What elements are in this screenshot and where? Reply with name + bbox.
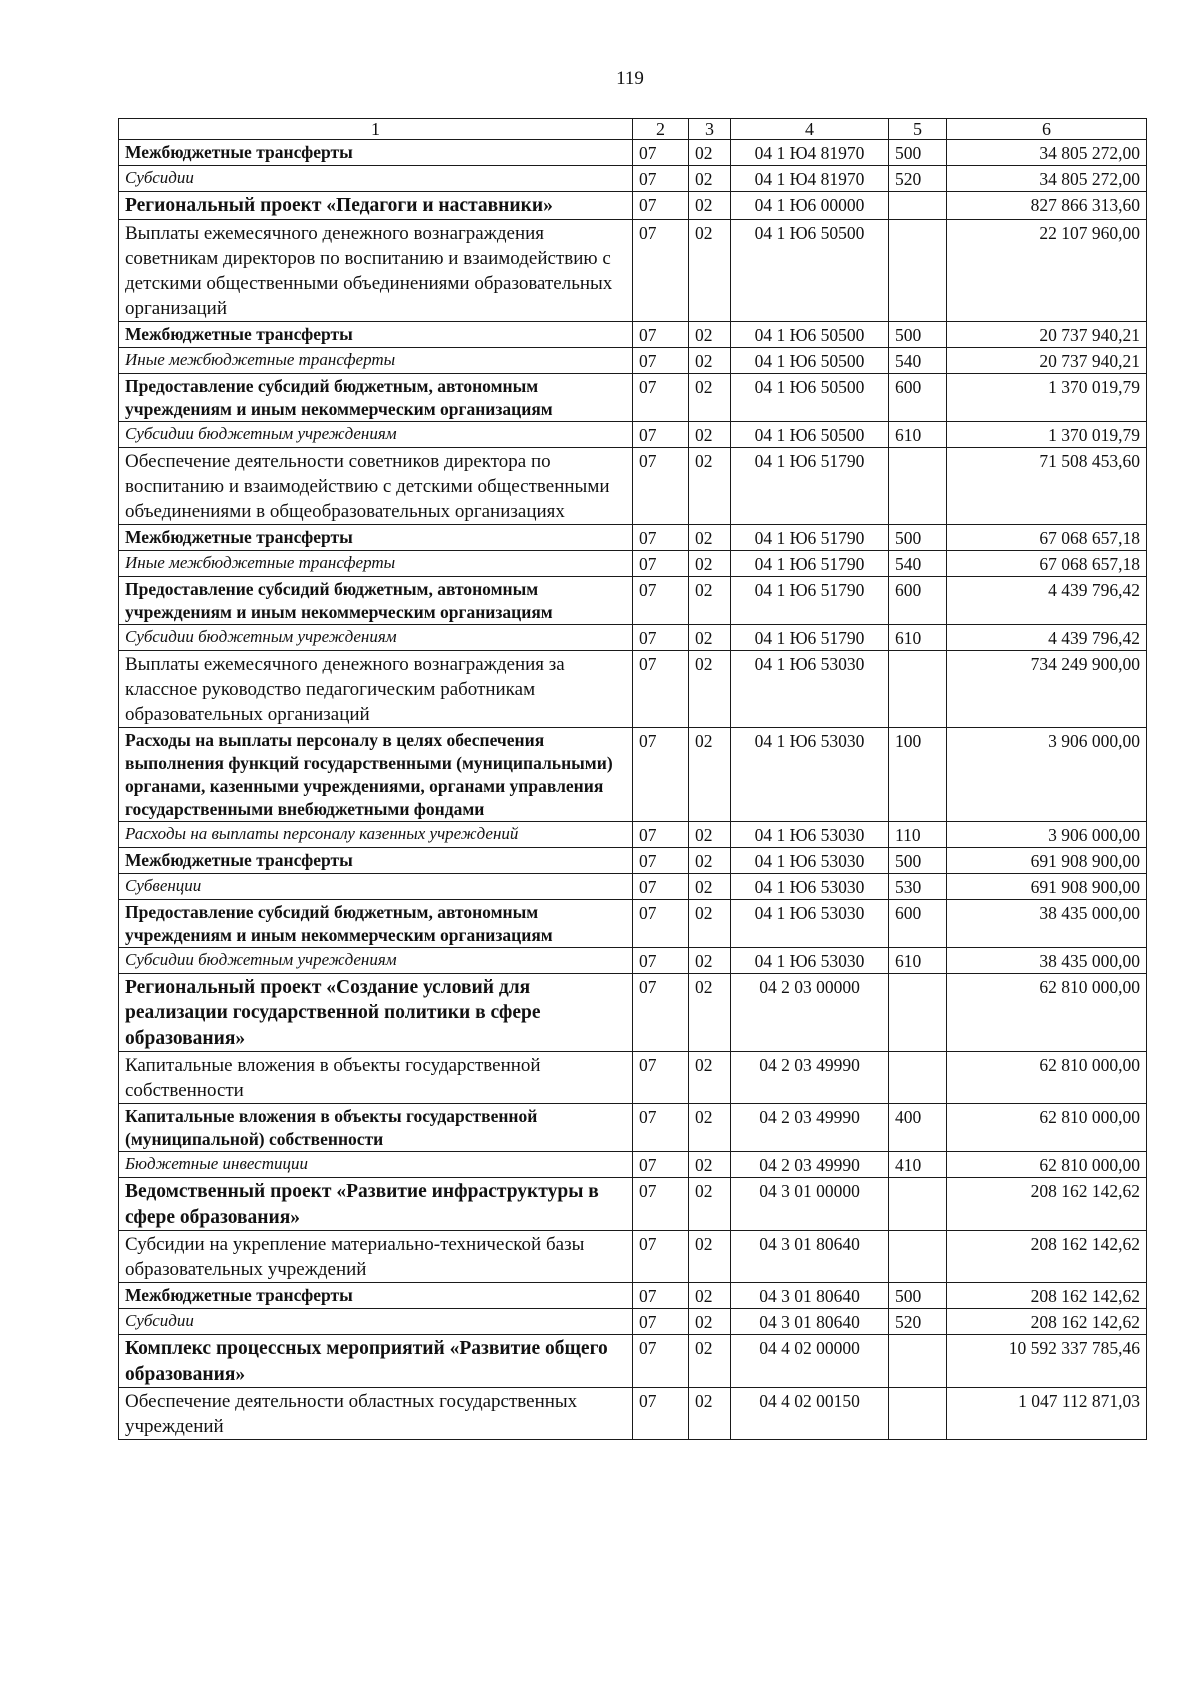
row-amount-cell: 34 805 272,00 bbox=[947, 166, 1147, 192]
page-number: 119 bbox=[616, 68, 644, 89]
row-subsection-cell: 02 bbox=[689, 576, 731, 624]
row-section-cell: 07 bbox=[633, 550, 689, 576]
row-expense-type-cell: 400 bbox=[889, 1104, 947, 1152]
table-row bbox=[119, 192, 1147, 220]
row-subsection-cell: 02 bbox=[689, 166, 731, 192]
table-row bbox=[119, 821, 1147, 847]
row-expense-type-cell bbox=[889, 192, 947, 220]
row-target-code-cell: 04 3 01 80640 bbox=[731, 1283, 889, 1309]
row-section-cell: 07 bbox=[633, 821, 689, 847]
row-expense-type-cell: 520 bbox=[889, 1309, 947, 1335]
row-target-code-cell: 04 1 Ю6 51790 bbox=[731, 524, 889, 550]
row-expense-type-cell: 600 bbox=[889, 373, 947, 421]
table-row bbox=[119, 847, 1147, 873]
row-section-cell: 07 bbox=[633, 1309, 689, 1335]
row-target-code-cell: 04 3 01 80640 bbox=[731, 1231, 889, 1283]
row-section-cell: 07 bbox=[633, 624, 689, 650]
row-name-cell: Комплекс процессных мероприятий «Развитие общего образования» bbox=[119, 1335, 633, 1388]
row-name-cell: Субсидии на укрепление материально-технической базы образовательных учреждений bbox=[119, 1231, 633, 1283]
table-row bbox=[119, 873, 1147, 899]
row-section-cell: 07 bbox=[633, 727, 689, 821]
table-row bbox=[119, 576, 1147, 624]
row-target-code-cell: 04 2 03 49990 bbox=[731, 1152, 889, 1178]
table-row bbox=[119, 899, 1147, 947]
row-target-code-cell: 04 1 Ю4 81970 bbox=[731, 140, 889, 166]
row-expense-type-cell: 540 bbox=[889, 550, 947, 576]
row-section-cell: 07 bbox=[633, 192, 689, 220]
row-target-code-cell: 04 1 Ю6 50500 bbox=[731, 321, 889, 347]
row-target-code-cell: 04 1 Ю6 51790 bbox=[731, 550, 889, 576]
row-subsection-cell: 02 bbox=[689, 1388, 731, 1440]
row-target-code-cell: 04 1 Ю6 51790 bbox=[731, 576, 889, 624]
row-amount-cell: 67 068 657,18 bbox=[947, 550, 1147, 576]
row-expense-type-cell: 110 bbox=[889, 821, 947, 847]
row-name-cell: Предоставление субсидий бюджетным, автономным учреждениям и иным некоммерческим организациям bbox=[119, 899, 633, 947]
table-row bbox=[119, 1335, 1147, 1388]
row-target-code-cell: 04 4 02 00150 bbox=[731, 1388, 889, 1440]
row-subsection-cell: 02 bbox=[689, 373, 731, 421]
row-target-code-cell: 04 1 Ю6 53030 bbox=[731, 947, 889, 973]
row-target-code-cell: 04 2 03 49990 bbox=[731, 1104, 889, 1152]
row-amount-cell: 20 737 940,21 bbox=[947, 347, 1147, 373]
row-amount-cell: 34 805 272,00 bbox=[947, 140, 1147, 166]
row-section-cell: 07 bbox=[633, 873, 689, 899]
row-section-cell: 07 bbox=[633, 1104, 689, 1152]
row-amount-cell: 62 810 000,00 bbox=[947, 1104, 1147, 1152]
row-subsection-cell: 02 bbox=[689, 140, 731, 166]
row-name-cell: Выплаты ежемесячного денежного вознаграждения за классное руководство педагогическим работникам образовательных организаций bbox=[119, 650, 633, 727]
row-section-cell: 07 bbox=[633, 140, 689, 166]
row-expense-type-cell bbox=[889, 973, 947, 1052]
row-expense-type-cell: 520 bbox=[889, 166, 947, 192]
row-target-code-cell: 04 1 Ю6 53030 bbox=[731, 727, 889, 821]
row-subsection-cell: 02 bbox=[689, 1283, 731, 1309]
table-row bbox=[119, 1231, 1147, 1283]
row-section-cell: 07 bbox=[633, 1283, 689, 1309]
row-subsection-cell: 02 bbox=[689, 624, 731, 650]
table-header-row bbox=[119, 119, 1147, 140]
table-row bbox=[119, 1178, 1147, 1231]
row-subsection-cell: 02 bbox=[689, 973, 731, 1052]
row-amount-cell: 62 810 000,00 bbox=[947, 1152, 1147, 1178]
row-name-cell: Расходы на выплаты персоналу в целях обеспечения выполнения функций государственными (муниципальными) органами, казенными учреждениями, органами управления государственными внебюджетными фондами bbox=[119, 727, 633, 821]
row-expense-type-cell: 500 bbox=[889, 1283, 947, 1309]
row-amount-cell: 1 370 019,79 bbox=[947, 373, 1147, 421]
row-section-cell: 07 bbox=[633, 576, 689, 624]
row-subsection-cell: 02 bbox=[689, 847, 731, 873]
row-amount-cell: 827 866 313,60 bbox=[947, 192, 1147, 220]
row-target-code-cell: 04 1 Ю4 81970 bbox=[731, 166, 889, 192]
table-row bbox=[119, 1152, 1147, 1178]
row-subsection-cell: 02 bbox=[689, 321, 731, 347]
row-expense-type-cell: 410 bbox=[889, 1152, 947, 1178]
row-amount-cell: 22 107 960,00 bbox=[947, 219, 1147, 321]
row-name-cell: Региональный проект «Создание условий для реализации государственной политики в сфере образования» bbox=[119, 973, 633, 1052]
row-subsection-cell: 02 bbox=[689, 421, 731, 447]
row-subsection-cell: 02 bbox=[689, 727, 731, 821]
row-name-cell: Субсидии бюджетным учреждениям bbox=[119, 421, 633, 447]
row-expense-type-cell bbox=[889, 1231, 947, 1283]
row-subsection-cell: 02 bbox=[689, 821, 731, 847]
row-expense-type-cell bbox=[889, 447, 947, 524]
table-row bbox=[119, 727, 1147, 821]
row-section-cell: 07 bbox=[633, 899, 689, 947]
row-name-cell: Иные межбюджетные трансферты bbox=[119, 347, 633, 373]
row-expense-type-cell: 100 bbox=[889, 727, 947, 821]
row-amount-cell: 691 908 900,00 bbox=[947, 873, 1147, 899]
table-row bbox=[119, 1052, 1147, 1104]
row-target-code-cell: 04 3 01 00000 bbox=[731, 1178, 889, 1231]
row-section-cell: 07 bbox=[633, 1152, 689, 1178]
row-amount-cell: 208 162 142,62 bbox=[947, 1283, 1147, 1309]
row-name-cell: Бюджетные инвестиции bbox=[119, 1152, 633, 1178]
row-subsection-cell: 02 bbox=[689, 550, 731, 576]
row-section-cell: 07 bbox=[633, 947, 689, 973]
row-subsection-cell: 02 bbox=[689, 899, 731, 947]
budget-table bbox=[118, 118, 1147, 1440]
table-row bbox=[119, 140, 1147, 166]
row-target-code-cell: 04 1 Ю6 53030 bbox=[731, 873, 889, 899]
row-name-cell: Капитальные вложения в объекты государственной (муниципальной) собственности bbox=[119, 1104, 633, 1152]
row-section-cell: 07 bbox=[633, 321, 689, 347]
row-target-code-cell: 04 1 Ю6 50500 bbox=[731, 421, 889, 447]
row-name-cell: Межбюджетные трансферты bbox=[119, 1283, 633, 1309]
row-expense-type-cell bbox=[889, 1178, 947, 1231]
row-name-cell: Межбюджетные трансферты bbox=[119, 140, 633, 166]
row-name-cell: Субсидии bbox=[119, 166, 633, 192]
row-section-cell: 07 bbox=[633, 650, 689, 727]
header-col-5: 5 bbox=[889, 119, 947, 140]
table-row bbox=[119, 1388, 1147, 1440]
row-target-code-cell: 04 1 Ю6 50500 bbox=[731, 347, 889, 373]
row-name-cell: Межбюджетные трансферты bbox=[119, 847, 633, 873]
row-target-code-cell: 04 1 Ю6 53030 bbox=[731, 899, 889, 947]
table-row bbox=[119, 1104, 1147, 1152]
row-name-cell: Обеспечение деятельности областных государственных учреждений bbox=[119, 1388, 633, 1440]
row-target-code-cell: 04 2 03 49990 bbox=[731, 1052, 889, 1104]
row-section-cell: 07 bbox=[633, 219, 689, 321]
table-row bbox=[119, 1309, 1147, 1335]
row-target-code-cell: 04 1 Ю6 53030 bbox=[731, 821, 889, 847]
row-amount-cell: 38 435 000,00 bbox=[947, 899, 1147, 947]
row-amount-cell: 734 249 900,00 bbox=[947, 650, 1147, 727]
row-target-code-cell: 04 4 02 00000 bbox=[731, 1335, 889, 1388]
table-row bbox=[119, 347, 1147, 373]
row-name-cell: Межбюджетные трансферты bbox=[119, 524, 633, 550]
row-expense-type-cell: 500 bbox=[889, 847, 947, 873]
row-section-cell: 07 bbox=[633, 1052, 689, 1104]
row-section-cell: 07 bbox=[633, 524, 689, 550]
row-name-cell: Субсидии bbox=[119, 1309, 633, 1335]
row-expense-type-cell: 600 bbox=[889, 576, 947, 624]
row-target-code-cell: 04 1 Ю6 00000 bbox=[731, 192, 889, 220]
row-target-code-cell: 04 2 03 00000 bbox=[731, 973, 889, 1052]
table-row bbox=[119, 550, 1147, 576]
row-expense-type-cell: 530 bbox=[889, 873, 947, 899]
row-name-cell: Ведомственный проект «Развитие инфраструктуры в сфере образования» bbox=[119, 1178, 633, 1231]
row-expense-type-cell bbox=[889, 219, 947, 321]
row-name-cell: Межбюджетные трансферты bbox=[119, 321, 633, 347]
row-amount-cell: 3 906 000,00 bbox=[947, 727, 1147, 821]
row-amount-cell: 62 810 000,00 bbox=[947, 1052, 1147, 1104]
row-subsection-cell: 02 bbox=[689, 1052, 731, 1104]
row-section-cell: 07 bbox=[633, 847, 689, 873]
row-subsection-cell: 02 bbox=[689, 1178, 731, 1231]
row-target-code-cell: 04 3 01 80640 bbox=[731, 1309, 889, 1335]
row-name-cell: Капитальные вложения в объекты государственной собственности bbox=[119, 1052, 633, 1104]
row-name-cell: Региональный проект «Педагоги и наставники» bbox=[119, 192, 633, 220]
row-section-cell: 07 bbox=[633, 421, 689, 447]
row-section-cell: 07 bbox=[633, 973, 689, 1052]
table-row bbox=[119, 624, 1147, 650]
row-expense-type-cell: 610 bbox=[889, 421, 947, 447]
row-name-cell: Субсидии бюджетным учреждениям bbox=[119, 947, 633, 973]
row-name-cell: Предоставление субсидий бюджетным, автономным учреждениям и иным некоммерческим организациям bbox=[119, 373, 633, 421]
row-amount-cell: 4 439 796,42 bbox=[947, 576, 1147, 624]
row-subsection-cell: 02 bbox=[689, 1309, 731, 1335]
row-subsection-cell: 02 bbox=[689, 873, 731, 899]
row-expense-type-cell: 540 bbox=[889, 347, 947, 373]
row-name-cell: Субсидии бюджетным учреждениям bbox=[119, 624, 633, 650]
row-amount-cell: 1 047 112 871,03 bbox=[947, 1388, 1147, 1440]
table-row bbox=[119, 219, 1147, 321]
row-name-cell: Выплаты ежемесячного денежного вознаграждения советникам директоров по воспитанию и взаимодействию с детскими общественными объединениями образовательных организаций bbox=[119, 219, 633, 321]
row-section-cell: 07 bbox=[633, 1335, 689, 1388]
row-section-cell: 07 bbox=[633, 447, 689, 524]
row-amount-cell: 1 370 019,79 bbox=[947, 421, 1147, 447]
row-expense-type-cell: 610 bbox=[889, 624, 947, 650]
row-expense-type-cell bbox=[889, 1388, 947, 1440]
row-subsection-cell: 02 bbox=[689, 219, 731, 321]
row-amount-cell: 67 068 657,18 bbox=[947, 524, 1147, 550]
row-section-cell: 07 bbox=[633, 166, 689, 192]
row-target-code-cell: 04 1 Ю6 53030 bbox=[731, 650, 889, 727]
row-amount-cell: 38 435 000,00 bbox=[947, 947, 1147, 973]
row-amount-cell: 208 162 142,62 bbox=[947, 1178, 1147, 1231]
row-name-cell: Субвенции bbox=[119, 873, 633, 899]
table-row bbox=[119, 650, 1147, 727]
row-subsection-cell: 02 bbox=[689, 1231, 731, 1283]
row-section-cell: 07 bbox=[633, 1388, 689, 1440]
table-row bbox=[119, 421, 1147, 447]
row-expense-type-cell bbox=[889, 1052, 947, 1104]
row-expense-type-cell: 500 bbox=[889, 321, 947, 347]
row-subsection-cell: 02 bbox=[689, 447, 731, 524]
row-subsection-cell: 02 bbox=[689, 1335, 731, 1388]
row-subsection-cell: 02 bbox=[689, 347, 731, 373]
row-target-code-cell: 04 1 Ю6 50500 bbox=[731, 219, 889, 321]
row-amount-cell: 71 508 453,60 bbox=[947, 447, 1147, 524]
row-section-cell: 07 bbox=[633, 373, 689, 421]
row-expense-type-cell bbox=[889, 650, 947, 727]
row-section-cell: 07 bbox=[633, 347, 689, 373]
row-amount-cell: 10 592 337 785,46 bbox=[947, 1335, 1147, 1388]
row-subsection-cell: 02 bbox=[689, 192, 731, 220]
row-target-code-cell: 04 1 Ю6 51790 bbox=[731, 624, 889, 650]
row-name-cell: Обеспечение деятельности советников директора по воспитанию и взаимодействию с детскими общественными объединениями в общеобразовательных организациях bbox=[119, 447, 633, 524]
budget-table-body bbox=[119, 119, 1147, 1440]
row-amount-cell: 20 737 940,21 bbox=[947, 321, 1147, 347]
row-amount-cell: 62 810 000,00 bbox=[947, 973, 1147, 1052]
row-subsection-cell: 02 bbox=[689, 1104, 731, 1152]
row-amount-cell: 4 439 796,42 bbox=[947, 624, 1147, 650]
table-row bbox=[119, 973, 1147, 1052]
header-col-3: 3 bbox=[689, 119, 731, 140]
row-name-cell: Предоставление субсидий бюджетным, автономным учреждениям и иным некоммерческим организациям bbox=[119, 576, 633, 624]
row-amount-cell: 208 162 142,62 bbox=[947, 1231, 1147, 1283]
row-section-cell: 07 bbox=[633, 1178, 689, 1231]
table-row bbox=[119, 524, 1147, 550]
header-col-4: 4 bbox=[731, 119, 889, 140]
row-target-code-cell: 04 1 Ю6 51790 bbox=[731, 447, 889, 524]
table-row bbox=[119, 373, 1147, 421]
row-expense-type-cell: 610 bbox=[889, 947, 947, 973]
table-row bbox=[119, 1283, 1147, 1309]
row-expense-type-cell: 500 bbox=[889, 140, 947, 166]
table-row bbox=[119, 447, 1147, 524]
row-expense-type-cell: 600 bbox=[889, 899, 947, 947]
row-name-cell: Иные межбюджетные трансферты bbox=[119, 550, 633, 576]
row-expense-type-cell bbox=[889, 1335, 947, 1388]
table-row bbox=[119, 947, 1147, 973]
row-section-cell: 07 bbox=[633, 1231, 689, 1283]
row-subsection-cell: 02 bbox=[689, 947, 731, 973]
row-amount-cell: 208 162 142,62 bbox=[947, 1309, 1147, 1335]
header-col-6: 6 bbox=[947, 119, 1147, 140]
row-name-cell: Расходы на выплаты персоналу казенных учреждений bbox=[119, 821, 633, 847]
header-col-1: 1 bbox=[119, 119, 633, 140]
table-row bbox=[119, 321, 1147, 347]
row-amount-cell: 691 908 900,00 bbox=[947, 847, 1147, 873]
header-col-2: 2 bbox=[633, 119, 689, 140]
row-expense-type-cell: 500 bbox=[889, 524, 947, 550]
row-subsection-cell: 02 bbox=[689, 524, 731, 550]
row-subsection-cell: 02 bbox=[689, 1152, 731, 1178]
row-target-code-cell: 04 1 Ю6 53030 bbox=[731, 847, 889, 873]
table-row bbox=[119, 166, 1147, 192]
row-subsection-cell: 02 bbox=[689, 650, 731, 727]
row-target-code-cell: 04 1 Ю6 50500 bbox=[731, 373, 889, 421]
row-amount-cell: 3 906 000,00 bbox=[947, 821, 1147, 847]
